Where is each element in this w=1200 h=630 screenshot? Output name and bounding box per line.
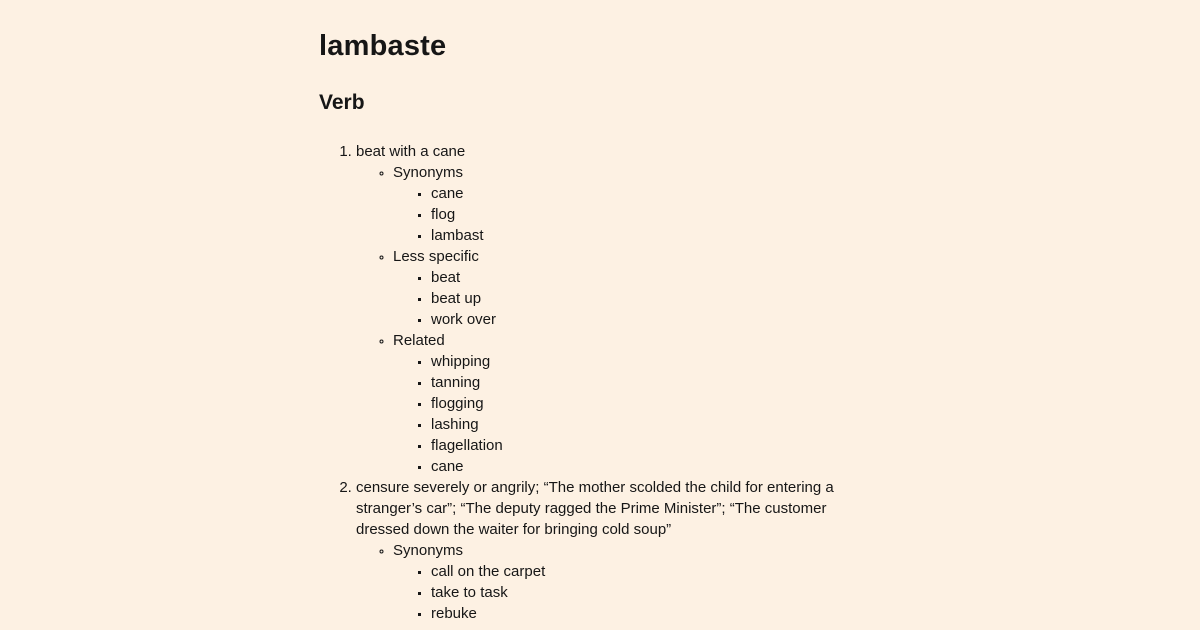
term-item: ▪ flagellation bbox=[431, 435, 879, 456]
term-item: ▪ beat up bbox=[431, 288, 879, 309]
relation-group bbox=[393, 162, 879, 246]
term-list bbox=[393, 183, 879, 246]
sense-item bbox=[356, 477, 879, 624]
relation-group-list bbox=[356, 162, 879, 477]
sense-list bbox=[319, 141, 879, 624]
relation-group bbox=[393, 246, 879, 330]
relation-group-list bbox=[356, 540, 879, 624]
term-item: ▪ flog bbox=[431, 204, 879, 225]
sense-gloss: 2. censure severely or angrily; “The mother scolded the child for entering a stranger’s car”; “The deputy ragged the Prime Minister”; “The customer dressed down the waiter for bringing cold soup” bbox=[356, 479, 834, 538]
relation-group bbox=[393, 540, 879, 624]
term-item: ▪ cane bbox=[431, 183, 879, 204]
relation-group-label: Related bbox=[393, 332, 445, 349]
term-item: ▪ take to task bbox=[431, 582, 879, 603]
term-item: ▪ flogging bbox=[431, 393, 879, 414]
term-item: ▪ lashing bbox=[431, 414, 879, 435]
term-item: ▪ rebuke bbox=[431, 603, 879, 624]
term-list bbox=[393, 561, 879, 624]
sense-item bbox=[356, 141, 879, 477]
term-list bbox=[393, 267, 879, 330]
relation-group-label: Synonyms bbox=[393, 164, 464, 181]
relation-group-label: Synonyms bbox=[393, 542, 464, 559]
relation-group-label: Less specific bbox=[393, 248, 479, 265]
term-item: ▪ call on the carpet bbox=[431, 561, 879, 582]
term-item: ▪ cane bbox=[431, 456, 879, 477]
headword: lambaste bbox=[319, 30, 447, 62]
term-item: ▪ work over bbox=[431, 309, 879, 330]
sense-gloss: 1. beat with a cane bbox=[356, 143, 466, 160]
term-item: ▪ whipping bbox=[431, 351, 879, 372]
term-item: ▪ beat bbox=[431, 267, 879, 288]
term-item: ▪ lambast bbox=[431, 225, 879, 246]
part-of-speech: Verb bbox=[319, 91, 365, 114]
relation-group bbox=[393, 330, 879, 477]
term-list bbox=[393, 351, 879, 477]
term-item: ▪ tanning bbox=[431, 372, 879, 393]
